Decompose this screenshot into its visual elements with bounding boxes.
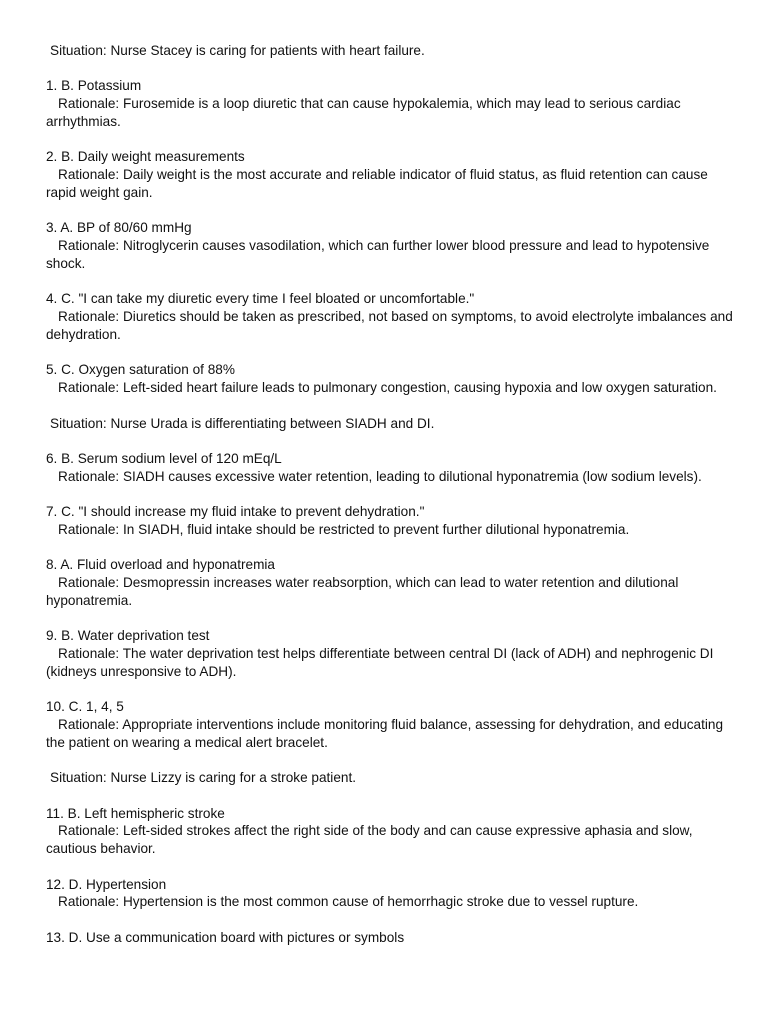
situation-heading: Situation: Nurse Stacey is caring for patients with heart failure. bbox=[50, 43, 425, 58]
answer-item bbox=[46, 805, 736, 858]
answer-line: 10. C. 1, 4, 5 bbox=[46, 699, 124, 715]
answer-item bbox=[46, 290, 736, 343]
rationale-text: Rationale: Diuretics should be taken as prescribed, not based on symptoms, to avoid electrolyte imbalances and dehydration. bbox=[46, 309, 733, 342]
document-body bbox=[46, 42, 736, 947]
answer-item bbox=[46, 148, 736, 201]
answer-item bbox=[46, 219, 736, 272]
situation-block bbox=[46, 769, 736, 787]
answer-item bbox=[46, 698, 736, 751]
situation-heading: Situation: Nurse Urada is differentiating between SIADH and DI. bbox=[50, 415, 435, 431]
answer-line: 6. B. Serum sodium level of 120 mEq/L bbox=[46, 450, 282, 466]
rationale-text: Rationale: In SIADH, fluid intake should be restricted to prevent further dilutional hyponatremia. bbox=[58, 521, 630, 537]
answer-line: 13. D. Use a communication board with pictures or symbols bbox=[46, 929, 405, 945]
rationale-text: Rationale: Left-sided heart failure leads to pulmonary congestion, causing hypoxia and low oxygen saturation. bbox=[58, 380, 717, 396]
answer-line: 11. B. Left hemispheric stroke bbox=[46, 805, 225, 821]
answer-line: 5. C. Oxygen saturation of 88% bbox=[46, 362, 235, 378]
answer-line: 4. C. "I can take my diuretic every time I feel bloated or uncomfortable." bbox=[46, 291, 475, 307]
rationale-text: Rationale: Nitroglycerin causes vasodilation, which can further lower blood pressure and lead to hypotensive shock. bbox=[46, 238, 710, 271]
situation-block bbox=[46, 415, 736, 433]
rationale-text: Rationale: SIADH causes excessive water retention, leading to dilutional hyponatremia (low sodium levels). bbox=[58, 468, 702, 484]
answer-item bbox=[46, 929, 736, 947]
rationale-text: Rationale: Left-sided strokes affect the right side of the body and can cause expressive aphasia and slow, cautious behavior. bbox=[46, 823, 693, 857]
situation-heading: Situation: Nurse Lizzy is caring for a stroke patient. bbox=[50, 770, 356, 786]
answer-item bbox=[46, 361, 736, 397]
answer-item bbox=[46, 503, 736, 539]
answer-item bbox=[46, 627, 736, 680]
answer-item bbox=[46, 450, 736, 486]
rationale-text: Rationale: The water deprivation test helps differentiate between central DI (lack of ADH) and nephrogenic DI (kidneys unresponsive to ADH). bbox=[46, 646, 714, 679]
answer-line: 12. D. Hypertension bbox=[46, 876, 167, 892]
answer-item bbox=[46, 556, 736, 609]
answer-line: 9. B. Water deprivation test bbox=[46, 628, 210, 644]
answer-item bbox=[46, 77, 736, 130]
answer-line: 1. B. Potassium bbox=[46, 78, 142, 94]
answer-line: 8. A. Fluid overload and hyponatremia bbox=[46, 557, 275, 573]
answer-item bbox=[46, 876, 736, 912]
answer-line: 7. C. "I should increase my fluid intake to prevent dehydration." bbox=[46, 504, 425, 520]
rationale-text: Rationale: Hypertension is the most common cause of hemorrhagic stroke due to vessel rupture. bbox=[58, 894, 639, 910]
rationale-text: Rationale: Daily weight is the most accurate and reliable indicator of fluid status, as fluid retention can cause rapid weight gain. bbox=[46, 167, 708, 200]
rationale-text: Rationale: Appropriate interventions include monitoring fluid balance, assessing for dehydration, and educating the patient on wearing a medical alert bracelet. bbox=[46, 717, 724, 750]
answer-line: 2. B. Daily weight measurements bbox=[46, 149, 245, 165]
rationale-text: Rationale: Desmopressin increases water reabsorption, which can lead to water retention and dilutional hyponatremia. bbox=[46, 575, 679, 608]
answer-line: 3. A. BP of 80/60 mmHg bbox=[46, 220, 192, 236]
rationale-text: Rationale: Furosemide is a loop diuretic that can cause hypokalemia, which may lead to serious cardiac arrhythmias. bbox=[46, 96, 681, 129]
